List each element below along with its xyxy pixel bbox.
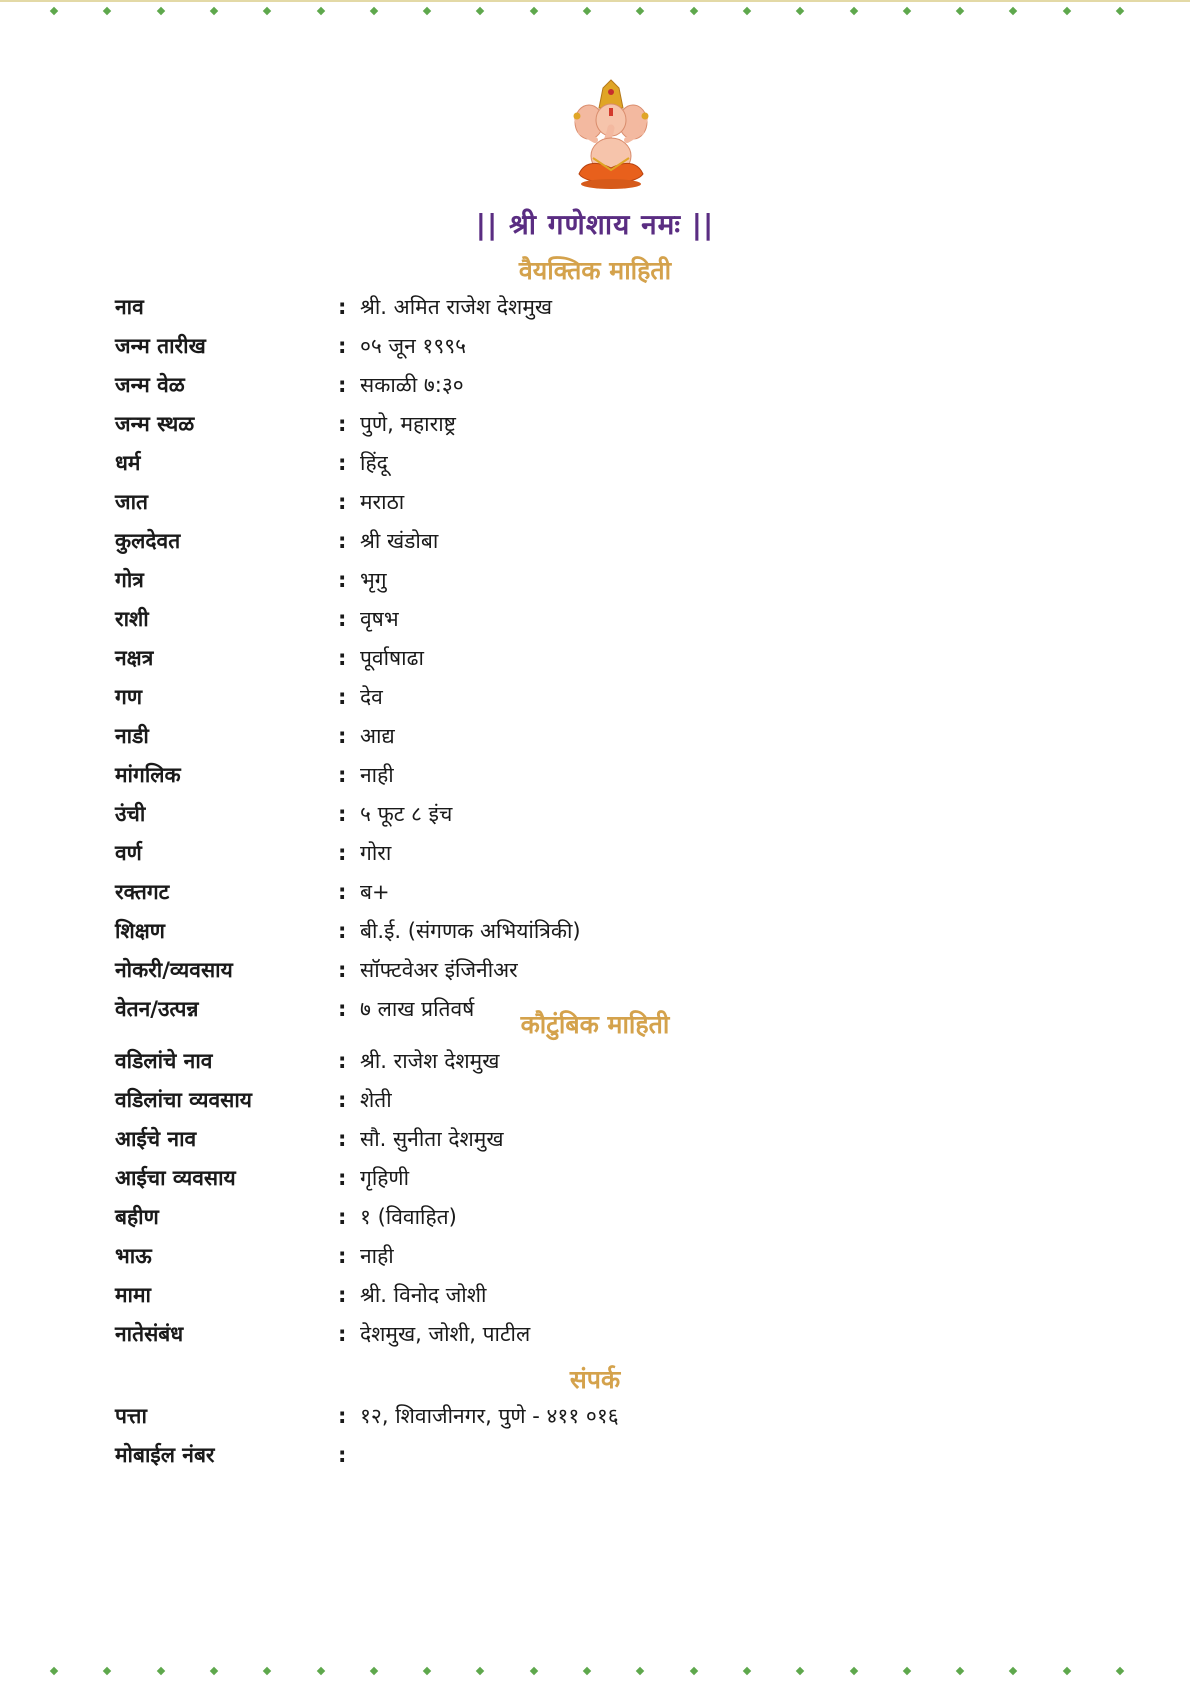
detail-separator: : bbox=[338, 1048, 347, 1073]
detail-value: सौ. सुनीता देशमुख bbox=[360, 1126, 504, 1151]
border-diamond bbox=[316, 7, 324, 15]
ganesha-icon bbox=[565, 78, 657, 190]
detail-row bbox=[115, 638, 1075, 677]
border-diamond bbox=[903, 1667, 911, 1675]
border-diamond bbox=[103, 7, 111, 15]
detail-value: ब+ bbox=[360, 879, 390, 904]
border-diamond bbox=[636, 7, 644, 15]
detail-label: शिक्षण bbox=[115, 918, 165, 943]
detail-row bbox=[115, 794, 1075, 833]
detail-separator: : bbox=[338, 567, 347, 592]
detail-value: ७ लाख प्रतिवर्ष bbox=[360, 996, 475, 1021]
detail-value: देशमुख, जोशी, पाटील bbox=[360, 1321, 531, 1346]
detail-value: पूर्वाषाढा bbox=[360, 645, 424, 670]
detail-separator: : bbox=[338, 411, 347, 436]
detail-separator: : bbox=[338, 450, 347, 475]
border-diamond bbox=[583, 7, 591, 15]
border-diamond bbox=[689, 1667, 697, 1675]
detail-label: उंची bbox=[115, 801, 146, 826]
detail-row bbox=[115, 326, 1075, 365]
detail-row bbox=[115, 716, 1075, 755]
detail-value: १२, शिवाजीनगर, पुणे - ४११ ०१६ bbox=[360, 1403, 619, 1428]
detail-value: ०५ जून १९९५ bbox=[360, 333, 467, 358]
border-diamond bbox=[50, 7, 58, 15]
border-diamond bbox=[529, 1667, 537, 1675]
contact-details bbox=[115, 1396, 1075, 1474]
detail-row bbox=[115, 1435, 1075, 1474]
detail-value: गृहिणी bbox=[360, 1165, 410, 1190]
border-diamond bbox=[103, 1667, 111, 1675]
detail-row bbox=[115, 482, 1075, 521]
detail-label: वडिलांचा व्यवसाय bbox=[115, 1087, 252, 1112]
detail-label: जन्म वेळ bbox=[115, 372, 185, 397]
border-diamond bbox=[903, 7, 911, 15]
detail-value: आद्य bbox=[360, 723, 395, 748]
detail-separator: : bbox=[338, 294, 347, 319]
detail-separator: : bbox=[338, 879, 347, 904]
border-diamond bbox=[849, 7, 857, 15]
detail-value: शेती bbox=[360, 1087, 392, 1112]
invocation-heading: || श्री गणेशाय नमः || bbox=[475, 208, 715, 241]
detail-separator: : bbox=[338, 996, 347, 1021]
border-diamond bbox=[210, 7, 218, 15]
detail-row bbox=[115, 911, 1075, 950]
detail-separator: : bbox=[338, 918, 347, 943]
detail-value: गोरा bbox=[360, 840, 392, 865]
border-diamond bbox=[1062, 7, 1070, 15]
detail-value: नाही bbox=[360, 1243, 394, 1268]
detail-row bbox=[115, 1314, 1075, 1353]
top-border-line bbox=[0, 0, 1190, 2]
detail-separator: : bbox=[338, 333, 347, 358]
detail-separator: : bbox=[338, 684, 347, 709]
border-diamond bbox=[476, 7, 484, 15]
detail-separator: : bbox=[338, 489, 347, 514]
detail-value: हिंदू bbox=[360, 450, 388, 475]
detail-row bbox=[115, 755, 1075, 794]
detail-value: श्री. विनोद जोशी bbox=[360, 1282, 487, 1307]
border-diamond bbox=[1062, 1667, 1070, 1675]
section-title-personal: वैयक्तिक माहिती bbox=[518, 256, 672, 285]
detail-label: आईचे नाव bbox=[115, 1126, 197, 1151]
detail-label: वडिलांचे नाव bbox=[115, 1048, 213, 1073]
detail-value: ५ फूट ८ इंच bbox=[360, 801, 453, 826]
border-diamond bbox=[583, 1667, 591, 1675]
detail-separator: : bbox=[338, 1204, 347, 1229]
detail-value: बी.ई. (संगणक अभियांत्रिकी) bbox=[360, 918, 581, 943]
border-diamond bbox=[529, 7, 537, 15]
detail-value: मराठा bbox=[360, 489, 405, 514]
detail-separator: : bbox=[338, 957, 347, 982]
detail-row bbox=[115, 1275, 1075, 1314]
detail-label: राशी bbox=[115, 606, 149, 631]
family-details bbox=[115, 1041, 1075, 1353]
border-diamond bbox=[423, 7, 431, 15]
detail-separator: : bbox=[338, 1165, 347, 1190]
detail-label: बहीण bbox=[115, 1204, 159, 1229]
detail-label: नाव bbox=[115, 294, 144, 319]
detail-separator: : bbox=[338, 762, 347, 787]
detail-separator: : bbox=[338, 840, 347, 865]
border-diamond bbox=[370, 7, 378, 15]
detail-row bbox=[115, 1119, 1075, 1158]
detail-label: पत्ता bbox=[115, 1403, 147, 1428]
detail-row bbox=[115, 404, 1075, 443]
detail-row bbox=[115, 560, 1075, 599]
detail-value: श्री. अमित राजेश देशमुख bbox=[360, 294, 553, 319]
border-diamond bbox=[743, 1667, 751, 1675]
detail-value: १ (विवाहित) bbox=[360, 1204, 457, 1229]
detail-label: नातेसंबंध bbox=[115, 1321, 184, 1346]
detail-separator: : bbox=[338, 528, 347, 553]
border-diamond bbox=[156, 1667, 164, 1675]
detail-label: वेतन/उत्पन्न bbox=[115, 996, 199, 1021]
border-diamond bbox=[263, 1667, 271, 1675]
detail-row bbox=[115, 1158, 1075, 1197]
detail-label: नाडी bbox=[115, 723, 149, 748]
detail-separator: : bbox=[338, 1321, 347, 1346]
detail-label: गोत्र bbox=[115, 567, 144, 592]
detail-row bbox=[115, 1197, 1075, 1236]
detail-value: श्री खंडोबा bbox=[360, 528, 439, 553]
detail-value: देव bbox=[360, 684, 383, 709]
border-diamond bbox=[423, 1667, 431, 1675]
detail-label: मांगलिक bbox=[115, 762, 181, 787]
detail-label: धर्म bbox=[115, 450, 141, 475]
border-diamond bbox=[263, 7, 271, 15]
border-diamond bbox=[370, 1667, 378, 1675]
section-title-family: कौटुंबिक माहिती bbox=[520, 1010, 670, 1039]
top-border bbox=[0, 0, 1190, 20]
detail-label: जात bbox=[115, 489, 148, 514]
detail-separator: : bbox=[338, 606, 347, 631]
border-diamond bbox=[476, 1667, 484, 1675]
detail-row bbox=[115, 365, 1075, 404]
border-diamond bbox=[956, 7, 964, 15]
detail-value: नाही bbox=[360, 762, 394, 787]
border-diamond bbox=[1116, 1667, 1124, 1675]
section-title-contact: संपर्क bbox=[569, 1365, 621, 1394]
detail-row bbox=[115, 677, 1075, 716]
detail-separator: : bbox=[338, 1282, 347, 1307]
detail-label: कुलदेवत bbox=[115, 528, 181, 553]
detail-label: नक्षत्र bbox=[115, 645, 154, 670]
detail-value: भृगु bbox=[360, 567, 387, 592]
detail-row bbox=[115, 443, 1075, 482]
detail-separator: : bbox=[338, 1442, 347, 1467]
border-diamond bbox=[1009, 1667, 1017, 1675]
detail-row bbox=[115, 1041, 1075, 1080]
detail-row bbox=[115, 950, 1075, 989]
detail-row bbox=[115, 872, 1075, 911]
detail-separator: : bbox=[338, 1243, 347, 1268]
border-diamond bbox=[743, 7, 751, 15]
detail-separator: : bbox=[338, 645, 347, 670]
border-diamond bbox=[1009, 7, 1017, 15]
detail-label: जन्म तारीख bbox=[115, 333, 206, 358]
detail-separator: : bbox=[338, 801, 347, 826]
border-diamond bbox=[1116, 7, 1124, 15]
detail-row bbox=[115, 1236, 1075, 1275]
personal-details bbox=[115, 287, 1075, 1028]
detail-label: मामा bbox=[115, 1282, 151, 1307]
detail-row bbox=[115, 1396, 1075, 1435]
detail-separator: : bbox=[338, 1403, 347, 1428]
detail-row bbox=[115, 287, 1075, 326]
detail-label: भाऊ bbox=[115, 1243, 152, 1268]
detail-label: आईचा व्यवसाय bbox=[115, 1165, 236, 1190]
border-diamond bbox=[689, 7, 697, 15]
border-diamond bbox=[796, 1667, 804, 1675]
detail-label: वर्ण bbox=[115, 840, 142, 865]
detail-separator: : bbox=[338, 1126, 347, 1151]
border-diamond bbox=[636, 1667, 644, 1675]
detail-label: नोकरी/व्यवसाय bbox=[115, 957, 233, 982]
border-diamond bbox=[156, 7, 164, 15]
detail-value: सॉफ्टवेअर इंजिनीअर bbox=[360, 957, 518, 982]
detail-value: वृषभ bbox=[360, 606, 399, 631]
detail-row bbox=[115, 833, 1075, 872]
detail-value: श्री. राजेश देशमुख bbox=[360, 1048, 500, 1073]
detail-separator: : bbox=[338, 723, 347, 748]
detail-label: मोबाईल नंबर bbox=[115, 1442, 215, 1467]
border-diamond bbox=[849, 1667, 857, 1675]
detail-label: गण bbox=[115, 684, 143, 709]
border-diamond bbox=[210, 1667, 218, 1675]
border-diamond bbox=[316, 1667, 324, 1675]
detail-row bbox=[115, 521, 1075, 560]
bottom-border bbox=[0, 1662, 1190, 1682]
border-diamond bbox=[796, 7, 804, 15]
detail-row bbox=[115, 599, 1075, 638]
detail-label: रक्तगट bbox=[115, 879, 170, 904]
border-diamond bbox=[50, 1667, 58, 1675]
detail-row bbox=[115, 1080, 1075, 1119]
detail-value: पुणे, महाराष्ट्र bbox=[360, 411, 456, 436]
detail-label: जन्म स्थळ bbox=[115, 411, 195, 436]
border-diamond bbox=[956, 1667, 964, 1675]
detail-separator: : bbox=[338, 372, 347, 397]
detail-value: सकाळी ७:३० bbox=[360, 372, 464, 397]
detail-separator: : bbox=[338, 1087, 347, 1112]
